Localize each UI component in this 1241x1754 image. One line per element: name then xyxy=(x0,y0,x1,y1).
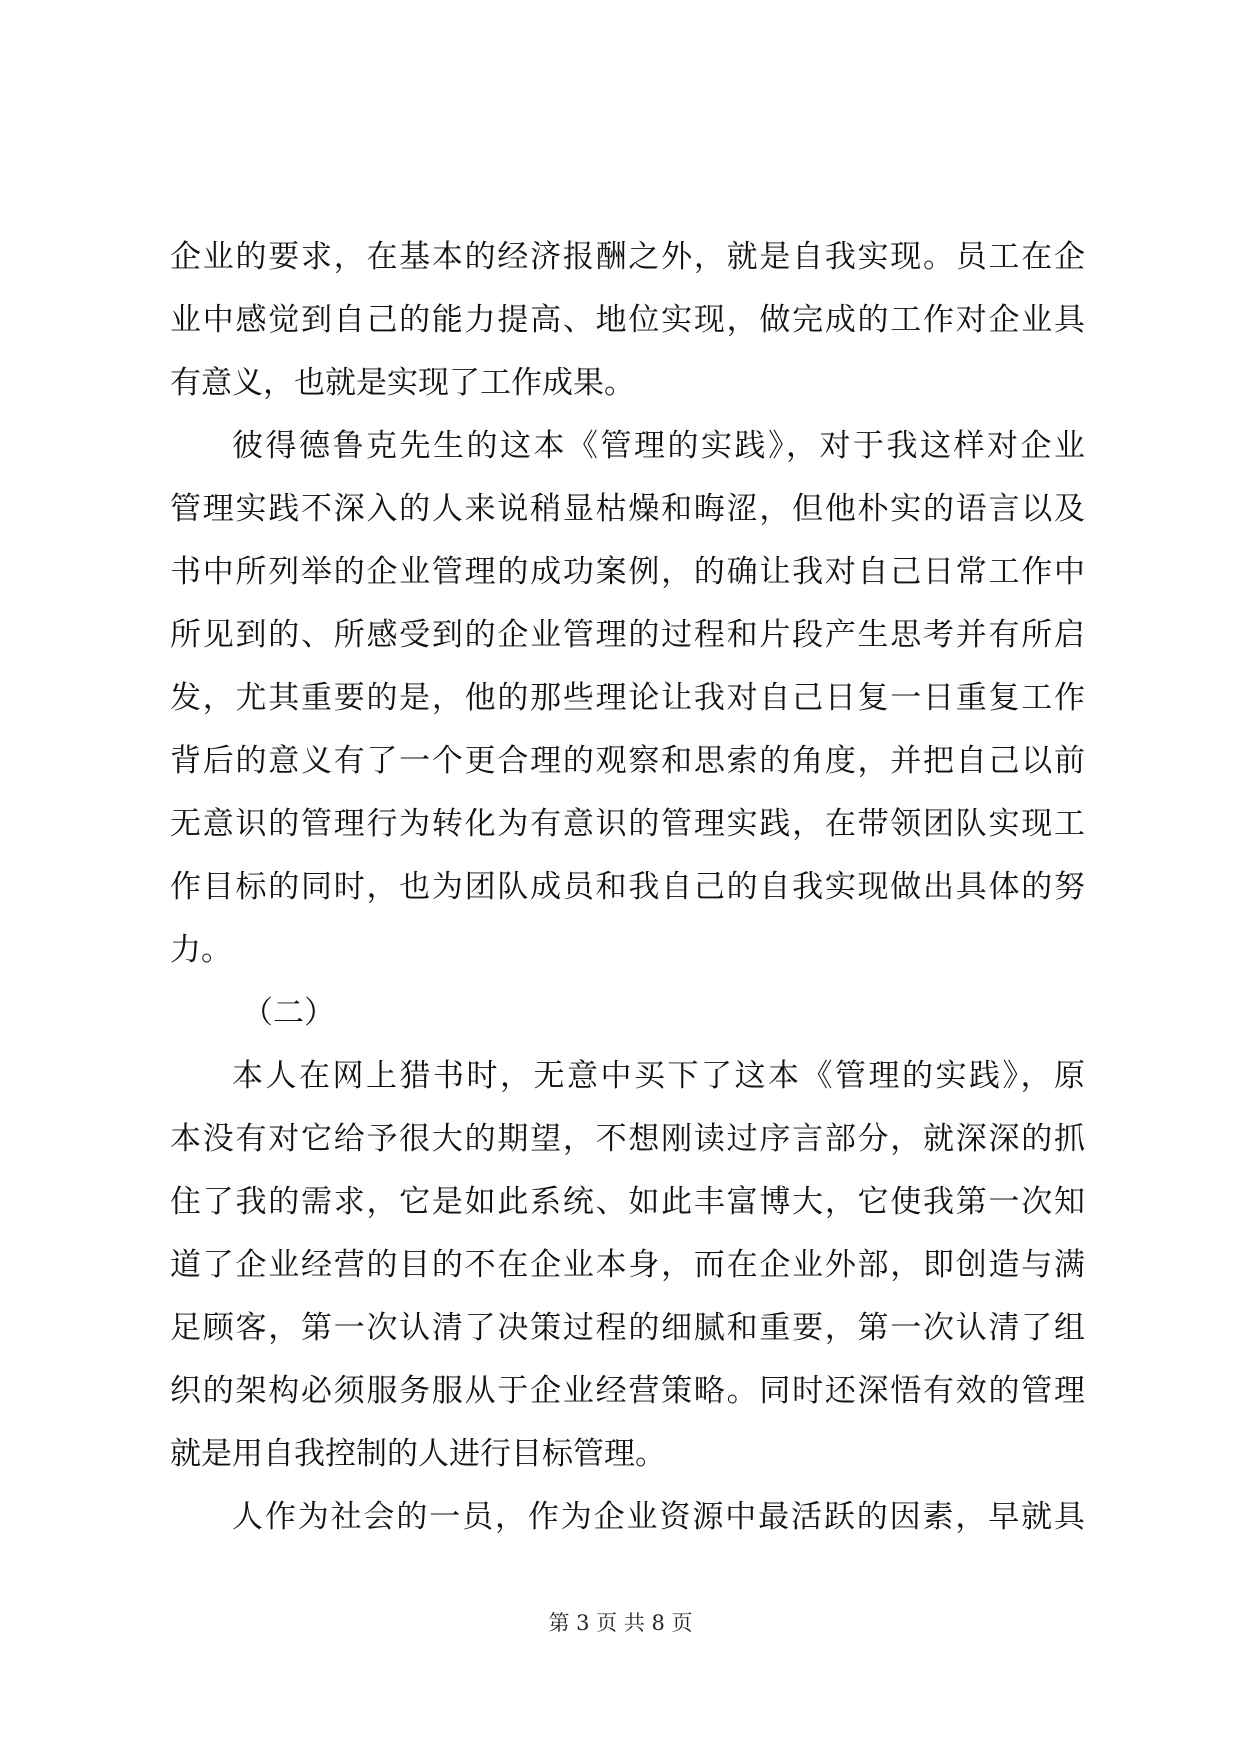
text-line: 有意义，也就是实现了工作成果。 xyxy=(170,365,635,401)
page-number-footer: 第 3 页 共 8 页 xyxy=(548,1611,693,1635)
text-line: 企业的要求，在基本的经济报酬之外，就是自我实现。员工在企 xyxy=(170,239,1085,275)
text-line: 就是用自我控制的人进行目标管理。 xyxy=(170,1436,666,1472)
paragraph xyxy=(170,1486,1085,1549)
section-heading xyxy=(170,982,1085,1045)
text-line: 道了企业经营的目的不在企业本身，而在企业外部，即创造与满 xyxy=(170,1247,1085,1283)
document-body xyxy=(170,226,1085,1549)
text-line: 本没有对它给予很大的期望，不想刚读过序言部分，就深深的抓 xyxy=(170,1121,1085,1157)
text-line: 所见到的、所感受到的企业管理的过程和片段产生思考并有所启 xyxy=(170,617,1085,653)
text-line: 业中感觉到自己的能力提高、地位实现，做完成的工作对企业具 xyxy=(170,302,1085,338)
text-line: 发，尤其重要的是，他的那些理论让我对自己日复一日重复工作 xyxy=(170,680,1085,716)
text-line: 住了我的需求，它是如此系统、如此丰富博大，它使我第一次知 xyxy=(170,1184,1085,1220)
text-line: 足顾客，第一次认清了决策过程的细腻和重要，第一次认清了组 xyxy=(170,1310,1085,1346)
text-line: 无意识的管理行为转化为有意识的管理实践，在带领团队实现工 xyxy=(170,806,1085,842)
text-line: 本人在网上猎书时，无意中买下了这本《管理的实践》，原 xyxy=(232,1058,1085,1094)
text-line: 书中所列举的企业管理的成功案例，的确让我对自己日常工作中 xyxy=(170,554,1085,590)
text-line: 力。 xyxy=(170,932,232,968)
section-heading-text: （二） xyxy=(242,995,335,1031)
paragraph xyxy=(170,226,1085,415)
text-line: 织的架构必须服务服从于企业经营策略。同时还深悟有效的管理 xyxy=(170,1373,1085,1409)
paragraph xyxy=(170,415,1085,982)
text-line: 人作为社会的一员，作为企业资源中最活跃的因素，早就具 xyxy=(232,1499,1085,1535)
text-line: 管理实践不深入的人来说稍显枯燥和晦涩，但他朴实的语言以及 xyxy=(170,491,1085,527)
text-line: 背后的意义有了一个更合理的观察和思索的角度，并把自己以前 xyxy=(170,743,1085,779)
paragraph xyxy=(170,1045,1085,1486)
text-line: 彼得德鲁克先生的这本《管理的实践》，对于我这样对企业 xyxy=(232,428,1085,464)
text-line: 作目标的同时，也为团队成员和我自己的自我实现做出具体的努 xyxy=(170,869,1085,905)
